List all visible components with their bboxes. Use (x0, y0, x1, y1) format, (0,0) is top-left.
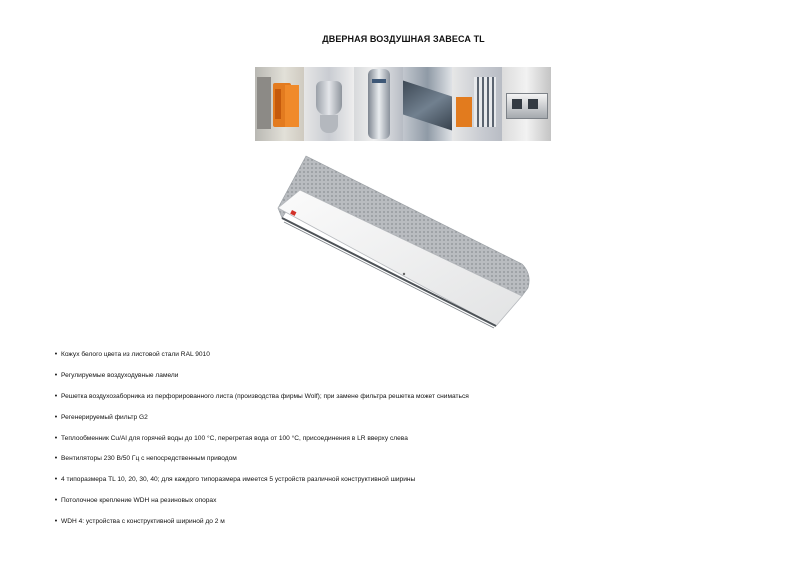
air-curtain-product-image (270, 150, 540, 330)
banner-panel-ventilation-unit (452, 67, 501, 141)
list-item (54, 476, 469, 484)
list-item (54, 414, 469, 422)
banner-panel-cylinder (354, 67, 403, 141)
list-item (54, 393, 469, 401)
list-item (54, 372, 469, 380)
feature-text: Вентиляторы 230 В/50 Гц с непосредственным приводом (61, 455, 237, 463)
bullet-icon: • (54, 351, 58, 358)
product-range-banner-image (255, 67, 551, 141)
feature-text: WDH 4: устройства с конструктивной шириной до 2 м (61, 518, 225, 526)
feature-text: 4 типоразмера TL 10, 20, 30, 40; для каждого типоразмера имеется 5 устройств различной конструктивной ширины (61, 476, 416, 484)
bullet-icon: • (54, 497, 58, 505)
bullet-icon: • (54, 455, 58, 463)
feature-text: Потолочное крепление WDH на резиновых опорах (61, 497, 217, 505)
feature-text: Регулируемые воздуходувные ламели (61, 371, 179, 379)
feature-list (54, 351, 469, 539)
banner-panel-heater (304, 67, 353, 141)
list-item (54, 455, 469, 463)
bullet-icon: • (54, 518, 58, 526)
feature-text: Регенерируемый фильтр G2 (61, 413, 148, 421)
bullet-icon: • (54, 371, 58, 379)
feature-text: Теплообменник Cu/Al для горячей воды до 100 °C, перегретая вода от 100 °C, присоединения в LR вверху слева (61, 434, 408, 442)
list-item (54, 351, 469, 359)
list-item (54, 435, 469, 443)
list-item (54, 497, 469, 505)
banner-panel-solar-collector (403, 67, 452, 141)
bullet-icon: • (54, 413, 58, 421)
feature-text: Кожух белого цвета из листовой стали RAL 9010 (61, 351, 210, 358)
page-title: ДВЕРНАЯ ВОЗДУШНАЯ ЗАВЕСА TL (322, 34, 485, 44)
list-item (54, 518, 469, 526)
bullet-icon: • (54, 476, 58, 484)
banner-panel-air-handler (502, 67, 551, 141)
feature-text: Решетка воздухозаборника из перфорированного листа (производства фирмы Wolf); при замене фильтра решетка может сниматься (61, 392, 469, 400)
banner-panel-boiler (255, 67, 304, 141)
bullet-icon: • (54, 434, 58, 442)
bullet-icon: • (54, 392, 58, 400)
